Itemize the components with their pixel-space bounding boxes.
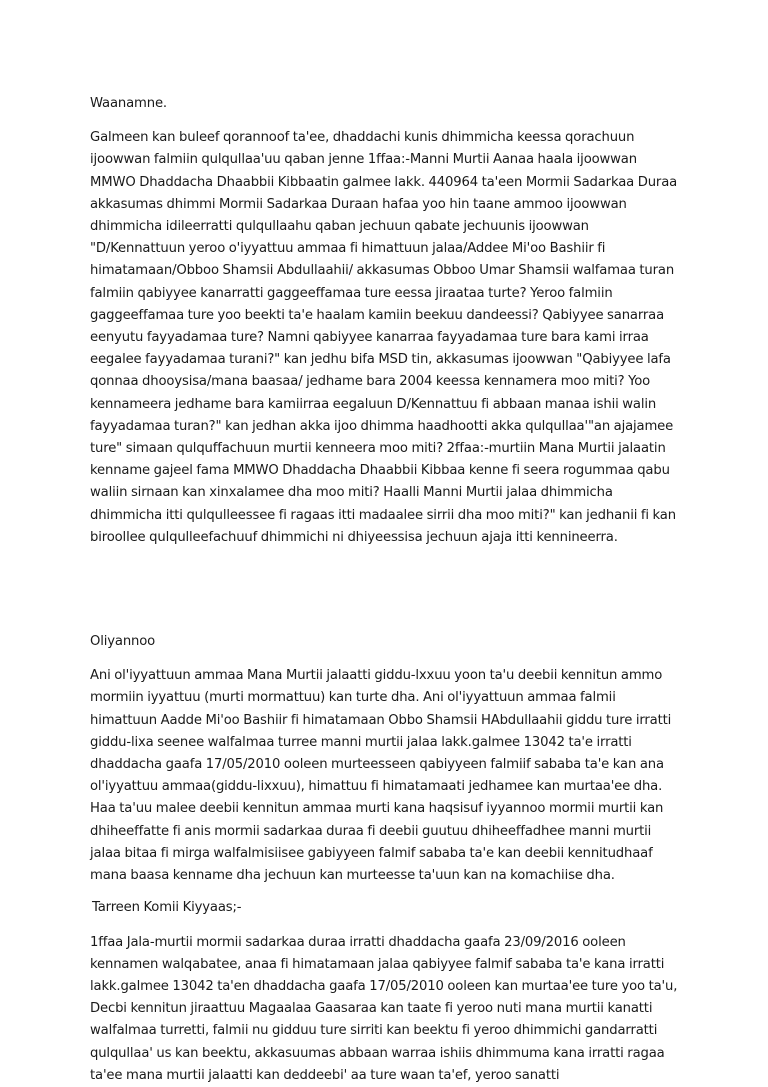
paragraph-2: Ani ol'iyyattuun ammaa Mana Murtii jalaatti giddu-lxxuu yoon ta'u deebii kennitun ammo mormiin iyyattuu (murti mormattuu) kan turte dha. Ani ol'iyyattuun ammaa falmii himattuun Aadde Mi'oo Bashiir fi himatamaan Obbo Shamsii HAbdullaahii giddu ture irratti giddu-lixa seenee walfalmaa turree manni murtii jalaa lakk.galmee 13042 ta'e irratti dhaddacha gaafa 17/05/2010 ooleen murteesseen qabiyyeen falmiif sababa ta'e kan ana ol'iyyattuu ammaa(giddu-lixxuu), himattuu fi himatamaati jedhamee kan murtaa'ee dha. Haa ta'uu malee deebii kennitun ammaa murti kana haqsisuf iyyannoo mormii murtii kan dhiheeffatte fi anis mormii sadarkaa duraa fi deebii guutuu dhiheeffadhee manni murtii jalaa bitaa fi mirga walfalmisiisee gabiyyeen falmif sababa ta'e kan deebii kennitudhaaf mana baasa kenname dha jechuun kan murteesse ta'uun kan na komachiise dha. <box>90 668 672 884</box>
paragraph-3: 1ffaa Jala-murtii mormii sadarkaa duraa irratti dhaddacha gaafa 23/09/2016 ooleen kennamen walqabatee, anaa fi himatamaan jalaa qabiyyee falmif sababa ta'e kana irratti lakk.galmee 13042 ta'en dhaddacha gaafa 17/05/2010 ooleen kan murtaa'ee ture yoo ta'u, Decbi kennitun jiraattuu Magaalaa Gaasaraa kan taate fi yeroo nuti mana murtii kanatti walfalmaa turretti, falmii nu gidduu ture sirriti kan beektu fi yeroo dhimmichi gandarratti qulqullaa' us kan beektu, akkasuumas abbaan warraa ishiis dhimmuma kana irratti ragaa ta'ee mana murtii jalaatti kan deddeebi' aa ture waan ta'ef, yeroo sanatti <box>90 934 678 1083</box>
section-heading-oliyannoo: Oliyannoo <box>90 634 156 650</box>
paragraph-1: Galmeen kan buleef qorannoof ta'ee, dhaddachi kunis dhimmicha keessa qorachuun ijoowwan falmiin qulqullaa'uu qaban jenne 1ffaa:-Manni Murtii Aanaa haala ijoowwan MMWO Dhaddacha Dhaabbii Kibbaatin galmee lakk. 440964 ta'een Mormii Sadarkaa Duraa akkasumas dhimmi Mormii Sadarkaa Duraan hafaa yoo hin taane ammoo ijoowwan dhimmicha idileerratti qulqullaahu qaban jechuun qabate jechuunis ijoowwan "D/Kennattuun yeroo o'iyyattuu ammaa fi himattuun jalaa/Addee Mi'oo Bashiir fi himatamaan/Obboo Shamsii Abdullaahii/ akkasumas Obboo Umar Shamsii walfamaa turan falmiin qabiyyee kanarratti gaggeeffamaa ture eessa jiraataa turte? Yeroo falmiin gaggeeffamaa ture yoo beekti ta'e haalam kamiin beekuu dandeessi? Qabiyyee sanarraa eenyutu fayyadamaa ture? Namni qabiyyee kanarraa fayyadamaa ture bara kami irraa eegalee fayyadamaa turani?" kan jedhu bifa MSD tin, akkasumas ijoowwan "Qabiyyee lafa qonnaa dhooysisa/mana baasaa/ jedhame bara 2004 keessa kennamera moo miti? Yoo kennameera jedhame bara kamiirraa eegaluun D/Kennattuu fi abbaan manaa ishii walin fayyadamaa turan?" kan jedhan akka ijoo dhimma haadhootti akka qulqullaa'"an ajajamee ture" simaan qulquffachuun murtii kenneera moo miti? 2ffaa:-murtiin Mana Murtii jalaatin kenname gajeel fama MMWO Dhaddacha Dhaabbii Kibbaa kenne fi seera rogummaa qabu waliin sirnaan kan xinxalamee dha moo miti? Haalli Manni Murtii jalaa dhimmicha dhimmicha itti qulqulleessee fi ragaas itti madaalee sirrii dha moo miti?" kan jedhanii fi kan biroollee qulqulleefachuuf dhimmichi ni dhiyeessisa jechuun ajaja itti kennineerra. <box>90 130 678 545</box>
document-body <box>90 93 682 1087</box>
section-heading-tarreen-komii: Tarreen Komii Kiyyaas;- <box>92 900 242 916</box>
greeting: Waanamne. <box>90 96 167 111</box>
blank-space <box>90 549 682 631</box>
